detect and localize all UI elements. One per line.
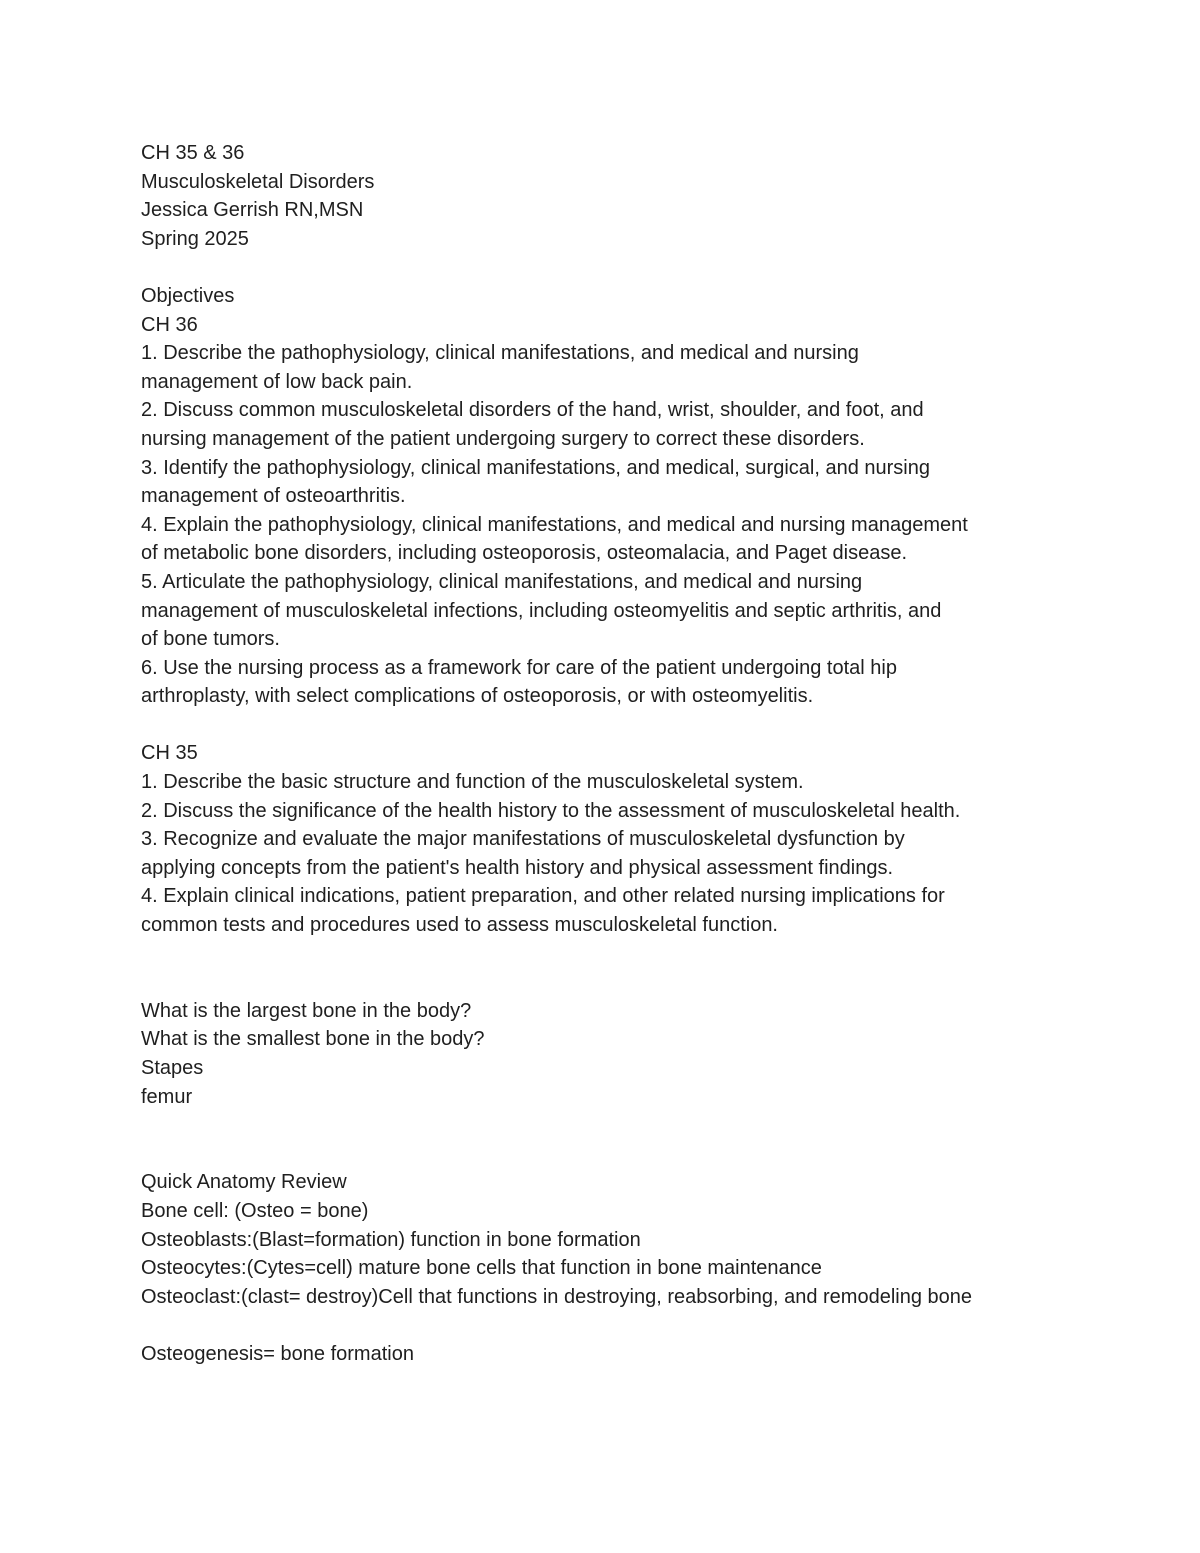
spacer: [141, 711, 1061, 740]
objectives-heading: Objectives: [141, 284, 235, 307]
anatomy-line: Osteocytes:(Cytes=cell) mature bone cells that function in bone maintenance: [141, 1257, 822, 1280]
spacer: [141, 968, 1061, 997]
osteogenesis-line: Osteogenesis= bone formation: [141, 1342, 414, 1365]
ch36-objective-line: 3. Identify the pathophysiology, clinical manifestations, and medical, surgical, and nursing: [141, 456, 930, 479]
anatomy-line: Osteoclast:(clast= destroy)Cell that functions in destroying, reabsorbing, and remodeling bone: [141, 1285, 973, 1308]
spacer: [141, 940, 1061, 969]
course-title: CH 35 & 36: [141, 142, 245, 164]
ch36-objective-line: 2. Discuss common musculoskeletal disorders of the hand, wrist, shoulder, and foot, and: [141, 399, 924, 422]
question-line: What is the smallest bone in the body?: [141, 1028, 485, 1051]
ch35-objective-line: applying concepts from the patient's health history and physical assessment findings.: [141, 856, 894, 879]
ch36-objective-line: 6. Use the nursing process as a framework for care of the patient undergoing total hip: [141, 656, 897, 679]
ch36-objective-line: nursing management of the patient undergoing surgery to correct these disorders.: [141, 427, 865, 450]
anatomy-line: Osteoblasts:(Blast=formation) function in bone formation: [141, 1228, 641, 1251]
instructor-name: Jessica Gerrish RN,MSN: [141, 199, 364, 222]
ch36-objective-line: management of low back pain.: [141, 370, 413, 393]
ch36-objective-line: 4. Explain the pathophysiology, clinical manifestations, and medical and nursing management: [141, 513, 968, 536]
spacer: [141, 1111, 1061, 1140]
spacer: [141, 253, 1061, 282]
ch36-objective-line: of bone tumors.: [141, 628, 280, 651]
ch35-objective-line: common tests and procedures used to assess musculoskeletal function.: [141, 914, 778, 937]
ch36-objective-line: 5. Articulate the pathophysiology, clinical manifestations, and medical and nursing: [141, 570, 863, 593]
ch36-objective-line: management of osteoarthritis.: [141, 485, 406, 508]
ch35-heading: CH 35: [141, 742, 198, 765]
ch36-objective-line: 1. Describe the pathophysiology, clinical manifestations, and medical and nursing: [141, 342, 859, 365]
question-line: What is the largest bone in the body?: [141, 999, 472, 1022]
topic-title: Musculoskeletal Disorders: [141, 170, 375, 193]
ch36-objective-line: of metabolic bone disorders, including osteoporosis, osteomalacia, and Paget disease.: [141, 542, 908, 565]
term: Spring 2025: [141, 227, 249, 250]
answer-line: femur: [141, 1085, 193, 1108]
ch36-objective-line: arthroplasty, with select complications of osteoporosis, or with osteomyelitis.: [141, 685, 814, 708]
spacer: [141, 1140, 1061, 1169]
answer-line: Stapes: [141, 1057, 204, 1079]
ch36-heading: CH 36: [141, 313, 198, 336]
anatomy-line: Bone cell: (Osteo = bone): [141, 1199, 369, 1222]
spacer: [141, 1311, 1061, 1340]
document-body: [141, 139, 1061, 1369]
ch35-objective-line: 1. Describe the basic structure and function of the musculoskeletal system.: [141, 771, 804, 794]
ch35-objective-line: 4. Explain clinical indications, patient preparation, and other related nursing implications for: [141, 885, 945, 908]
anatomy-heading: Quick Anatomy Review: [141, 1171, 347, 1194]
ch36-objective-line: management of musculoskeletal infections, including osteomyelitis and septic arthritis, and: [141, 599, 942, 622]
ch35-objective-line: 3. Recognize and evaluate the major manifestations of musculoskeletal dysfunction by: [141, 828, 905, 851]
ch35-objective-line: 2. Discuss the significance of the health history to the assessment of musculoskeletal health.: [141, 799, 961, 822]
